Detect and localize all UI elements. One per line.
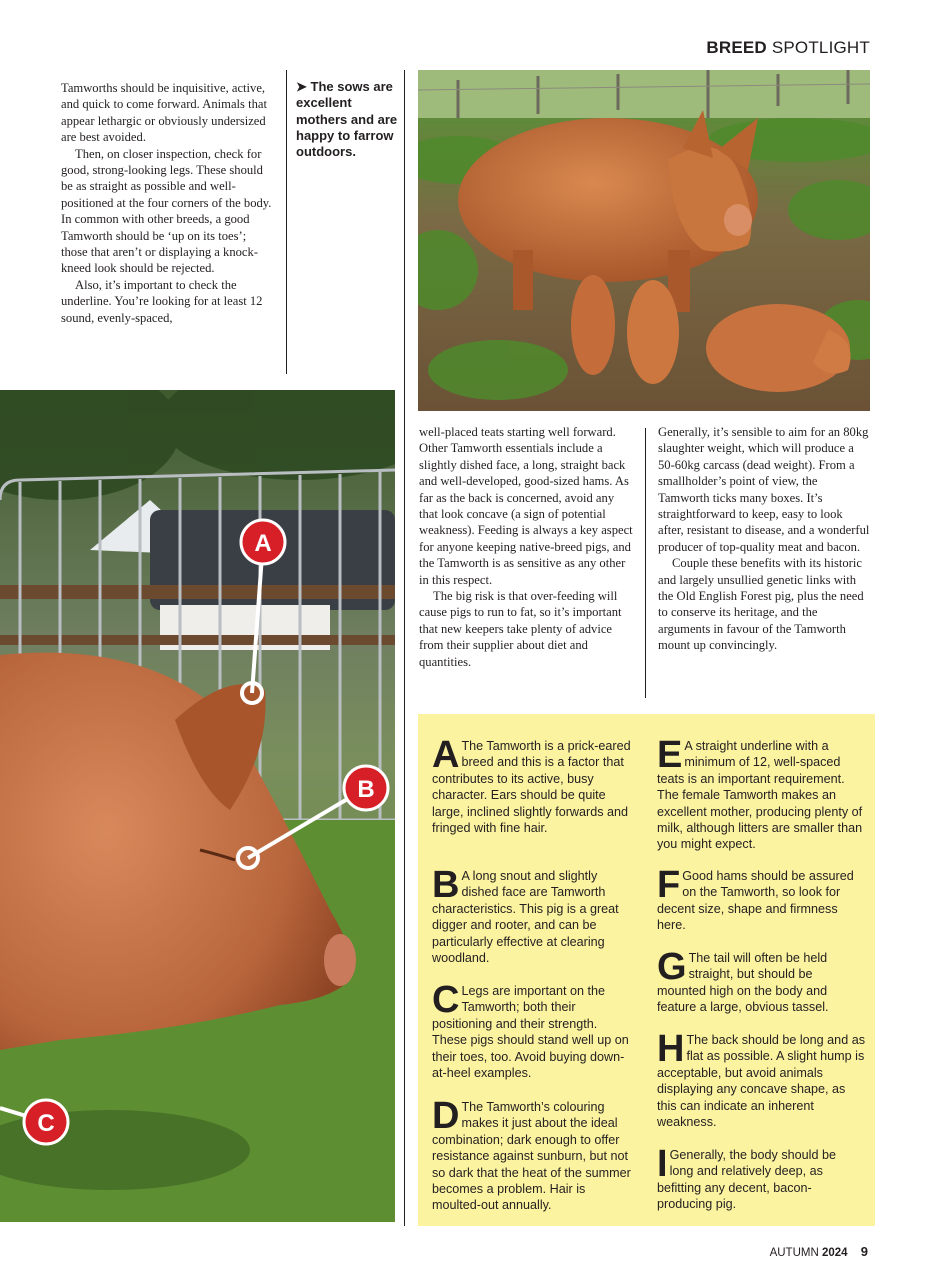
fact-a [432,734,632,836]
header-rest: SPOTLIGHT [771,38,870,57]
sow-piglets-photo [418,70,870,411]
left-paragraph-2: Then, on closer inspection, check for good, strong-looking legs. These should be as straight as possible and well-positioned at the four corners of the body. In common with other breeds, a good Tamworth should be ‘up on its toes’; those that aren’t or displaying a knock-kneed look should be rejected. [61,146,272,276]
footer-year: 2024 [821,1247,848,1259]
label-a-marker [241,520,285,564]
pull-quote: ➤ The sows are excellent mothers and are happy to farrow outdoors. [296,79,398,160]
fact-b-text: A long snout and slightly dished face are Tamworth characteristics. This pig is a great digger and rooter, and can be particularly effective at clearing woodland. [432,869,619,966]
fact-a-letter: A [432,734,460,776]
fact-f [657,864,862,934]
fact-g-text: The tail will often be held straight, but should be mounted high on the body and feature a large, obvious tassel. [657,951,829,1015]
fact-h [657,1028,865,1130]
fact-d [432,1095,636,1214]
fact-d-letter: D [432,1095,460,1137]
fact-c-letter: C [432,979,460,1021]
column-rule-mid [645,428,646,698]
middle-column-1 [419,424,633,670]
label-c-letter: C [37,1110,55,1137]
fact-e [657,734,867,853]
fact-b-letter: B [432,864,460,906]
label-c-marker [24,1100,68,1144]
column-rule-center [404,70,405,1226]
page-number: 9 [860,1244,868,1259]
page-footer [770,1244,868,1259]
footer-season: AUTUMN [769,1247,819,1259]
fact-h-text: The back should be long and as flat as possible. A slight hump is acceptable, but avoid animals displaying any concave shape, as this can indicate an inherent weakness. [657,1033,865,1130]
fact-f-text: Good hams should be assured on the Tamworth, so look for decent size, shape and firmness here. [657,869,854,933]
fact-h-letter: H [657,1028,685,1070]
section-header [706,38,870,58]
fact-c [432,979,632,1081]
label-b-letter: B [357,776,375,803]
middle-paragraph-3: Generally, it’s sensible to aim for an 80kg slaughter weight, which will produce a 50-60kg carcass (dead weight). From a smallholder’s point of view, the Tamworth ticks many boxes. It’s straightforward to keep, easy to look after, resistant to disease, and a wonderful producer of top-quality meat and bacon. [658,425,870,554]
left-paragraph-3: Also, it’s important to check the underline. You’re looking for at least 12 sound, evenly-spaced, [61,277,263,325]
fact-b [432,864,632,966]
fact-g-letter: G [657,946,687,988]
tamworth-head-photo [0,390,395,1222]
fact-c-text: Legs are important on the Tamworth; both their positioning and their strength. These pigs should stand well up on their toes, too. Avoid buying down-at-heel examples. [432,984,629,1081]
fact-i [657,1143,862,1213]
middle-paragraph-4: Couple these benefits with its historic and largely unsullied genetic links with the Old English Forest pig, plus the need to conserve its heritage, and the arguments in favour of the Tamworth mount up convincingly. [658,556,864,653]
fact-f-letter: F [657,864,681,906]
fact-e-text: A straight underline with a minimum of 12, well-spaced teats is an important requirement. The female Tamworth makes an excellent mother, producing plenty of milk, although litters are smaller than you might expect. [657,739,863,852]
middle-column-2 [658,424,870,654]
fact-i-text: Generally, the body should be long and relatively deep, as befitting any decent, bacon-producing pig. [657,1148,836,1212]
header-bold: BREED [706,38,767,57]
label-b-marker [344,766,388,810]
label-a-letter: A [254,530,272,557]
fact-e-letter: E [657,734,683,776]
fact-i-letter: I [657,1143,668,1185]
fact-a-text: The Tamworth is a prick-eared breed and this is a factor that contributes to its active, busy character. Ears should be quite large, inclined slightly forwards and fringed with fine hair. [432,739,631,836]
fact-g [657,946,862,1016]
fact-d-text: The Tamworth’s colouring makes it just about the ideal combination; dark enough to offer resistance against sunburn, but not so dark that the heat of the summer becomes a problem. Hair is moulted-out annually. [432,1100,631,1213]
left-column [61,80,275,326]
left-paragraph-1: Tamworths should be inquisitive, active, and quick to come forward. Animals that appear lethargic or obviously undersized are best avoided. [61,81,267,145]
column-rule-left [286,70,287,374]
middle-paragraph-2: The big risk is that over-feeding will cause pigs to run to fat, so it’s important that new keepers take plenty of advice from their supplier about diet and quantities. [419,589,622,669]
middle-paragraph-1: well-placed teats starting well forward. Other Tamworth essentials include a slightly dished face, a long, straight back and well-developed, good-sized hams. As far as the back is concerned, avoid any that look concave (a sign of potential weakness). Feeding is always a key aspect for anyone keeping native-breed pigs, and the Tamworth is as sensitive as any other in this respect. [419,425,633,587]
